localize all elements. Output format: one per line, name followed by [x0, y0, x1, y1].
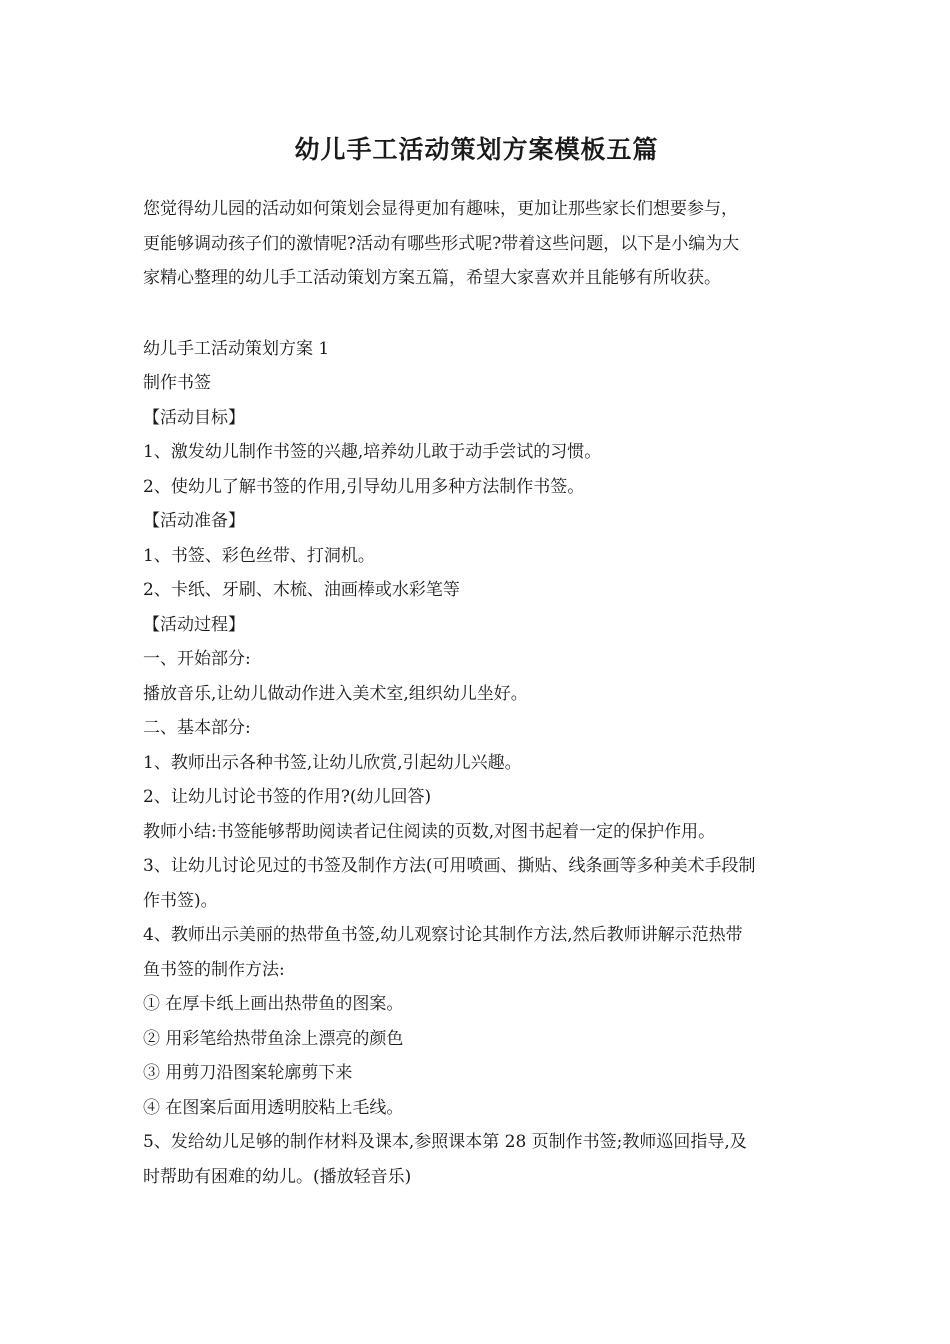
- subheading-process: 【活动过程】: [143, 614, 245, 635]
- document-title: 幼儿手工活动策划方案模板五篇: [294, 135, 659, 164]
- step-line: ④ 在图案后面用透明胶粘上毛线。: [143, 1097, 404, 1118]
- text-line: 2、让幼儿讨论书签的作用?(幼儿回答): [143, 787, 432, 807]
- subheading-preparation: 【活动准备】: [143, 511, 245, 531]
- intro-paragraph: [143, 192, 810, 296]
- text-line: 播放音乐,让幼儿做动作进入美术室,组织幼儿坐好。: [143, 683, 528, 704]
- text-line: 1、书签、彩色丝带、打洞机。: [143, 545, 375, 566]
- text-line: 1、激发幼儿制作书签的兴趣,培养幼儿敢于动手尝试的习惯。: [143, 442, 602, 462]
- text-line: 4、教师出示美丽的热带鱼书签,幼儿观察讨论其制作方法,然后教师讲解示范热带: [143, 925, 743, 945]
- text-line: 3、让幼儿讨论见过的书签及制作方法(可用喷画、撕贴、线条画等多种美术手段制: [143, 856, 756, 876]
- text-line: 5、发给幼儿足够的制作材料及课本,参照课本第 28 页制作书签;教师巡回指导,及: [143, 1132, 747, 1152]
- step-line: ② 用彩笔给热带鱼涂上漂亮的颜色: [143, 1028, 404, 1049]
- text-line: 作书签)。: [143, 890, 218, 911]
- intro-line: 您觉得幼儿园的活动如何策划会显得更加有趣味，更加让那些家长们想要参与，: [143, 199, 738, 219]
- section-heading: 幼儿手工活动策划方案 1: [143, 338, 330, 359]
- subheading-goals: 【活动目标】: [143, 407, 245, 428]
- activity-name: 制作书签: [143, 373, 211, 393]
- text-line: 鱼书签的制作方法:: [143, 959, 285, 980]
- plan-section-1: [143, 332, 810, 1195]
- text-line: 教师小结:书签能够帮助阅读者记住阅读的页数,对图书起着一定的保护作用。: [143, 821, 716, 842]
- text-line: 2、卡纸、牙刷、木梳、油画棒或水彩笔等: [143, 580, 460, 600]
- intro-line: 更能够调动孩子们的激情呢?活动有哪些形式呢?带着这些问题，以下是小编为大: [143, 233, 740, 254]
- text-line: 1、教师出示各种书签,让幼儿欣赏,引起幼儿兴趣。: [143, 752, 522, 773]
- paragraph-gap: [143, 296, 810, 332]
- text-line: 一、开始部分:: [143, 649, 251, 669]
- intro-line: 家精心整理的幼儿手工活动策划方案五篇，希望大家喜欢并且能够有所收获。: [143, 268, 721, 288]
- text-line: 时帮助有困难的幼儿。(播放轻音乐): [143, 1166, 412, 1187]
- text-line: 2、使幼儿了解书签的作用,引导幼儿用多种方法制作书签。: [143, 476, 585, 497]
- document-page: [143, 128, 810, 1194]
- step-line: ① 在厚卡纸上画出热带鱼的图案。: [143, 994, 404, 1014]
- text-line: 二、基本部分:: [143, 718, 251, 738]
- step-line: ③ 用剪刀沿图案轮廓剪下来: [143, 1063, 353, 1083]
